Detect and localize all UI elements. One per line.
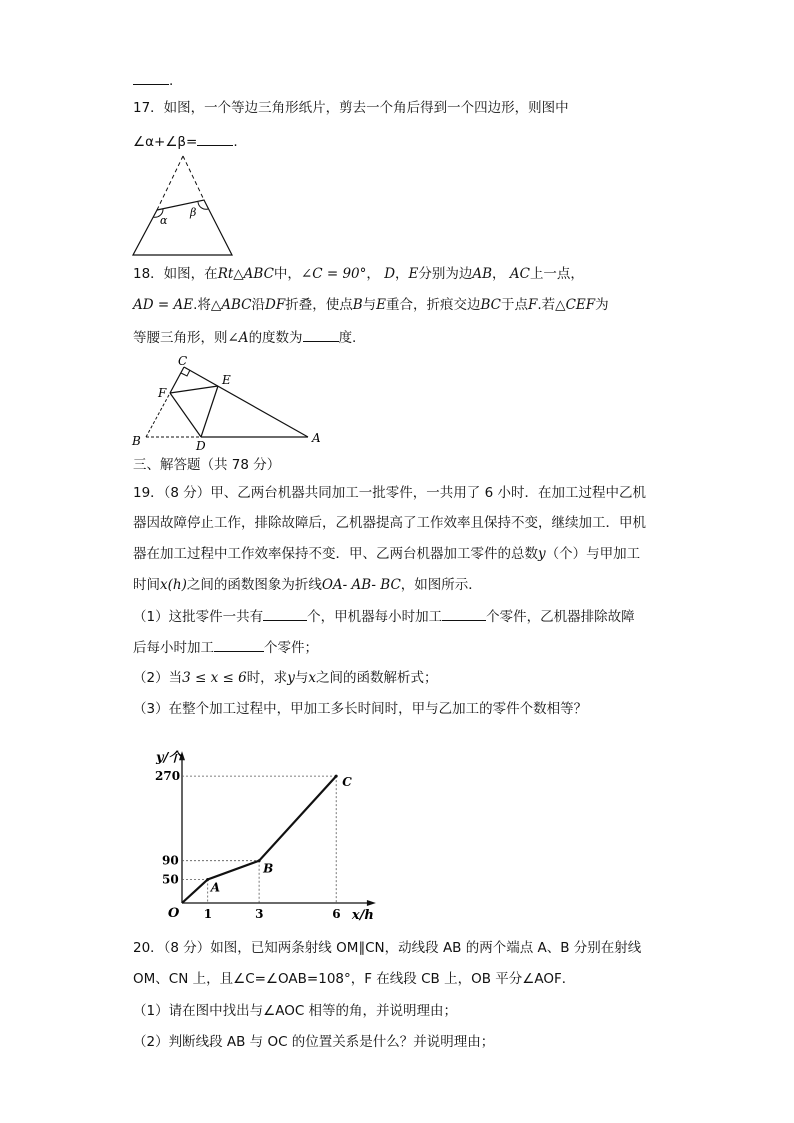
q20-line2	[133, 969, 575, 989]
q18-math: DF	[265, 297, 286, 313]
q19-line2	[133, 513, 646, 533]
data-line-series	[182, 776, 336, 903]
origin-label: O	[168, 906, 180, 921]
top-end: .	[169, 73, 174, 89]
q20-part1	[133, 1001, 457, 1021]
q19-text: 后每小时加工	[133, 640, 214, 656]
q18-text: 折叠，使点	[285, 297, 353, 313]
q18-text: .将△	[193, 297, 222, 313]
q18-math: AB	[472, 266, 493, 282]
q18-math: ∠C = 90°	[300, 266, 367, 282]
q19-text: （3）在整个加工过程中，甲加工多长时间时，甲与乙加工的零件个数相等？	[133, 701, 588, 717]
q18-text: ，	[492, 266, 506, 282]
q19-math: y	[538, 546, 546, 562]
point-label: C	[342, 775, 352, 790]
q18-text: .若△	[537, 297, 566, 313]
q18-figure	[128, 352, 328, 452]
section-3-title: 三、解答题（共 78 分）	[133, 457, 281, 473]
data-point	[335, 775, 338, 778]
q18-line1	[133, 264, 584, 284]
q18-text: 为	[595, 297, 609, 313]
q18-text: 中，	[273, 266, 301, 282]
q18-line3	[133, 327, 356, 348]
q19-math: x	[308, 670, 316, 686]
y-tick-label: 90	[162, 853, 179, 868]
q18-math: B	[352, 297, 363, 313]
q18-text: 上一点，	[529, 266, 584, 282]
q18-math: AC	[509, 266, 530, 282]
q19-text: 时，求	[246, 670, 288, 686]
q18-line-FD	[170, 393, 201, 437]
q17-text	[133, 98, 569, 118]
q17-formula: ∠α+∠β=	[133, 134, 198, 150]
q18-line-CA	[184, 367, 308, 437]
q18-text: 分别为边	[418, 266, 473, 282]
q19-blank-jia-rate[interactable]	[442, 606, 486, 621]
x-axis-arrow	[367, 900, 376, 906]
q19-text: 与	[294, 670, 309, 686]
q19-line1	[133, 483, 646, 503]
q19-text: 器因故障停止工作，排除故障后，乙机器提高了工作效率且保持不变，继续加工．甲机	[133, 515, 646, 531]
q20-text: （1）请在图中找出与∠AOC 相等的角，并说明理由；	[133, 1003, 458, 1019]
x-tick-label: 1	[203, 907, 213, 921]
q20-text: OM、CN 上，且∠C=∠OAB=108°，F 在线段 CB 上，OB 平分∠AOF．	[133, 971, 576, 987]
q17-figure	[128, 152, 240, 260]
q17-answer-blank[interactable]	[197, 131, 233, 146]
q19-part2	[133, 668, 437, 688]
q19-text: 时间	[133, 577, 160, 593]
q19-blank-yi-rate[interactable]	[214, 637, 264, 652]
q19-text: 个零件；	[264, 640, 318, 656]
top-answer-line	[133, 70, 173, 91]
q18-label-F: F	[158, 386, 167, 400]
point-label: A	[210, 880, 221, 895]
q19-math: 3 ≤ x ≤ 6	[182, 670, 247, 686]
q18-math: F	[528, 297, 538, 313]
q20-text: （2）判断线段 AB 与 OC 的位置关系是什么？并说明理由；	[133, 1034, 495, 1050]
q18-math: BC	[480, 297, 502, 313]
q17-alpha-label: α	[160, 214, 168, 227]
q18-math: AD = AE	[133, 297, 194, 313]
q20-line1	[133, 938, 641, 958]
q18-math: E	[408, 266, 419, 282]
q19-line4	[133, 575, 482, 595]
q17-question: 17．如图，一个等边三角形纸片，剪去一个角后得到一个四边形，则图中	[133, 100, 569, 116]
point-label: B	[263, 861, 274, 876]
q18-math: ∠A	[227, 330, 249, 346]
q19-math: x(h)	[160, 577, 187, 593]
x-tick-label: 6	[332, 907, 341, 921]
q19-math: y	[287, 670, 295, 686]
q19-text: 19．（8 分）甲、乙两台机器共同加工一批零件，一共用了 6 小时．在加工过程中乙机	[133, 485, 646, 501]
q20-part2	[133, 1032, 494, 1052]
q19-text: 个，甲机器每小时加工	[307, 609, 443, 625]
x-axis-label: x/h	[351, 908, 374, 923]
y-tick-label: 50	[162, 872, 179, 887]
q19-text: 器在加工过程中工作效率保持不变．甲、乙两台机器加工零件的总数	[133, 546, 538, 562]
q19-part3	[133, 699, 587, 719]
q19-line3	[133, 544, 640, 564]
y-tick-label: 270	[155, 769, 181, 784]
q17-formula-line	[133, 131, 238, 152]
q19-math: OA- AB- BC	[321, 577, 401, 593]
q19-text: （2）当	[133, 670, 183, 686]
q18-text: 与	[362, 297, 377, 313]
q19-text: （个）与甲加工	[545, 546, 641, 562]
q17-quadrilateral	[133, 200, 232, 255]
q18-line2	[133, 295, 609, 315]
q18-text: 度.	[338, 330, 357, 346]
y-axis-label: y/个	[156, 750, 182, 766]
answer-blank[interactable]	[133, 70, 169, 85]
q17-dashed-left	[157, 156, 183, 210]
q17-end: .	[233, 134, 238, 150]
q17-beta-label: β	[190, 206, 197, 219]
q18-text: ，	[395, 266, 409, 282]
q18-label-D: D	[196, 439, 206, 452]
q18-label-B: B	[132, 434, 141, 448]
q18-line-FC	[170, 367, 184, 393]
q18-text: 沿	[251, 297, 266, 313]
q19-blank-total[interactable]	[263, 606, 307, 621]
q17-dashed-right	[183, 156, 204, 200]
q19-text: ，如图所示．	[400, 577, 482, 593]
q18-text: 重合，折痕交边	[386, 297, 481, 313]
data-point	[206, 878, 209, 881]
q18-text: 于点	[501, 297, 529, 313]
q18-label-E: E	[222, 373, 231, 387]
q18-line-DE	[201, 386, 218, 437]
q19-text: 之间的函数解析式；	[315, 670, 438, 686]
q18-math: Rt△ABC	[217, 266, 274, 282]
q19-part1	[133, 606, 635, 627]
q19-text: 个零件，乙机器排除故障	[486, 609, 635, 625]
q19-part1-cont	[133, 637, 318, 658]
q18-math: CEF	[565, 297, 596, 313]
q18-math: ABC	[221, 297, 252, 313]
q18-text: ，	[366, 266, 380, 282]
q18-label-C: C	[178, 354, 188, 368]
q19-text: （1）这批零件一共有	[133, 609, 264, 625]
x-tick-label: 3	[255, 907, 264, 921]
data-point	[258, 859, 261, 862]
section-3-heading	[133, 455, 280, 475]
q18-answer-blank[interactable]	[303, 327, 339, 342]
q19-text: 之间的函数图象为折线	[186, 577, 322, 593]
q18-line-FE	[170, 386, 218, 393]
q18-math: D	[384, 266, 396, 282]
q18-text: 等腰三角形，则	[133, 330, 228, 346]
q18-text: 18．如图，在	[133, 266, 218, 282]
q20-text: 20．（8 分）如图，已知两条射线 OM∥CN，动线段 AB 的两个端点 A、B 分别在射线	[133, 940, 642, 956]
q18-math: E	[376, 297, 386, 313]
q18-label-A: A	[312, 431, 321, 445]
q18-text: 的度数为	[248, 330, 303, 346]
q19-chart	[150, 738, 390, 928]
